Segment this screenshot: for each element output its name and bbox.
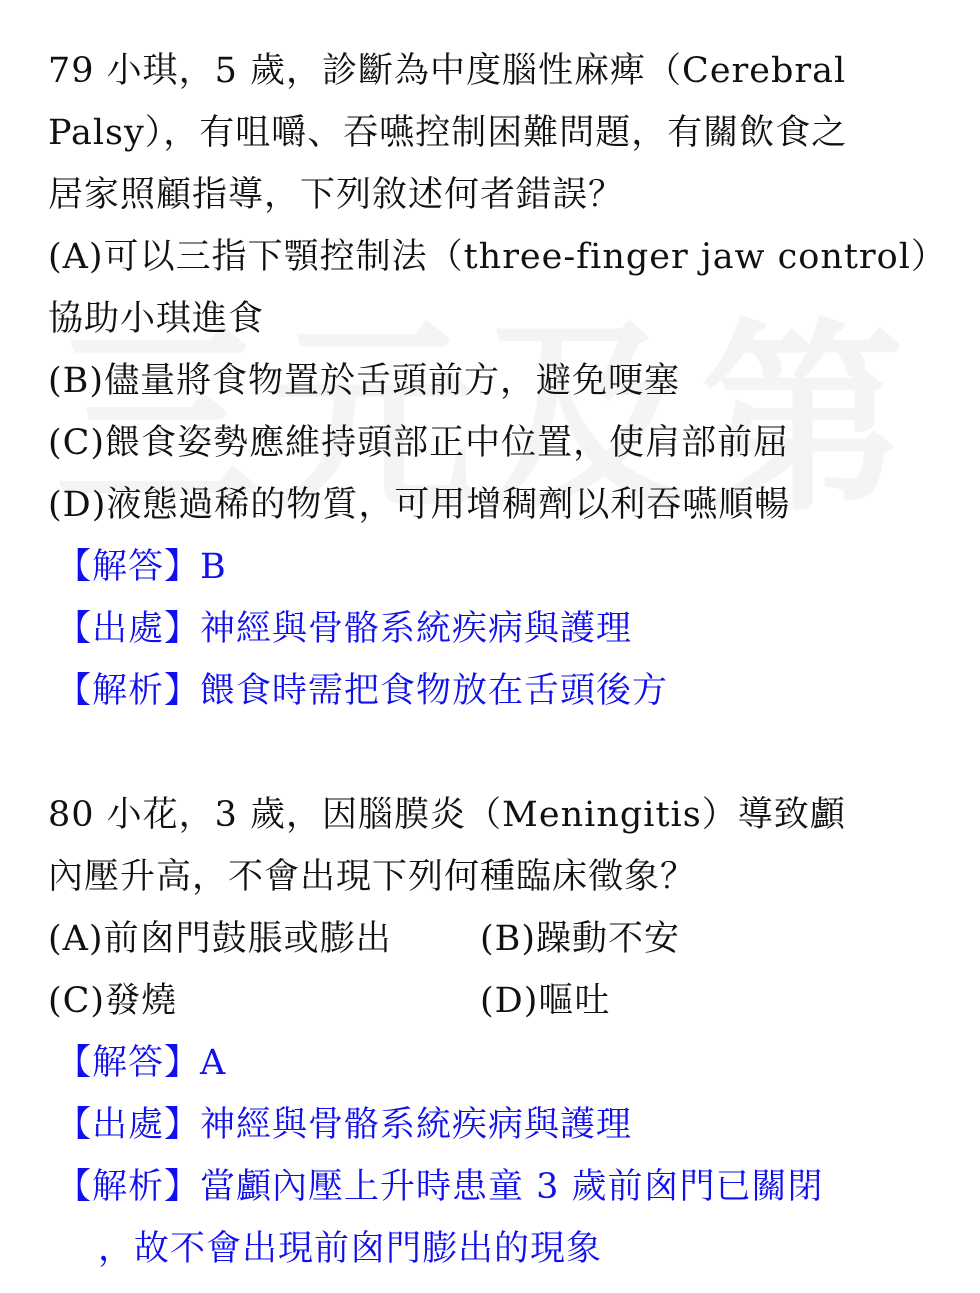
question-stem-line: 居家照顧指導，下列敘述何者錯誤？ bbox=[48, 175, 625, 215]
option-b: (B)儘量將食物置於舌頭前方，避免哽塞 bbox=[48, 361, 681, 401]
explanation-continuation: ，故不會出現前囪門膨出的現象 bbox=[98, 1229, 603, 1269]
option-d: (D)液態過稀的物質，可用增稠劑以利吞嚥順暢 bbox=[48, 485, 791, 525]
question-stem-line: 80 小花，3 歲，因腦膜炎（Meningitis）導致顱 bbox=[48, 795, 846, 835]
answer-line bbox=[56, 536, 940, 598]
option-a-cont: 協助小琪進食 bbox=[48, 299, 265, 339]
option-d: (D)嘔吐 bbox=[480, 981, 611, 1021]
explanation-value: 餵食時需把食物放在舌頭後方 bbox=[200, 671, 669, 711]
question-80 bbox=[48, 784, 940, 1280]
source-line bbox=[56, 1094, 940, 1156]
answer-label: 【解答】 bbox=[56, 1043, 201, 1083]
options-row bbox=[48, 970, 940, 1032]
explanation-line bbox=[56, 660, 940, 722]
source-line bbox=[56, 598, 940, 660]
option-a: (A)可以三指下顎控制法（three-finger jaw control） bbox=[48, 237, 947, 277]
answer-line bbox=[56, 1032, 940, 1094]
explanation-label: 【解析】 bbox=[56, 671, 201, 711]
explanation-label: 【解析】 bbox=[56, 1167, 201, 1207]
source-label: 【出處】 bbox=[56, 1105, 201, 1145]
explanation-value: 當顱內壓上升時患童 3 歲前囪門已關閉 bbox=[200, 1167, 824, 1207]
answer-label: 【解答】 bbox=[56, 547, 201, 587]
explanation-line bbox=[56, 1156, 940, 1218]
question-stem-line: 79 小琪，5 歲，診斷為中度腦性麻痺（Cerebral bbox=[48, 51, 847, 91]
source-value: 神經與骨骼系統疾病與護理 bbox=[200, 1105, 633, 1145]
option-b: (B)躁動不安 bbox=[480, 919, 681, 959]
option-a: (A)前囪門鼓脹或膨出 bbox=[48, 919, 392, 959]
options-row bbox=[48, 908, 940, 970]
question-separator bbox=[48, 722, 940, 784]
answer-value: B bbox=[200, 547, 227, 587]
question-stem-line: Palsy），有咀嚼、吞嚥控制困難問題，有關飲食之 bbox=[48, 113, 848, 153]
question-stem-line: 內壓升高，不會出現下列何種臨床徵象？ bbox=[48, 857, 697, 897]
answer-value: A bbox=[200, 1043, 227, 1083]
option-c: (C)發燒 bbox=[48, 981, 178, 1021]
source-label: 【出處】 bbox=[56, 609, 201, 649]
question-79 bbox=[48, 40, 947, 722]
source-value: 神經與骨骼系統疾病與護理 bbox=[200, 609, 633, 649]
option-c: (C)餵食姿勢應維持頭部正中位置，使肩部前屈 bbox=[48, 423, 790, 463]
